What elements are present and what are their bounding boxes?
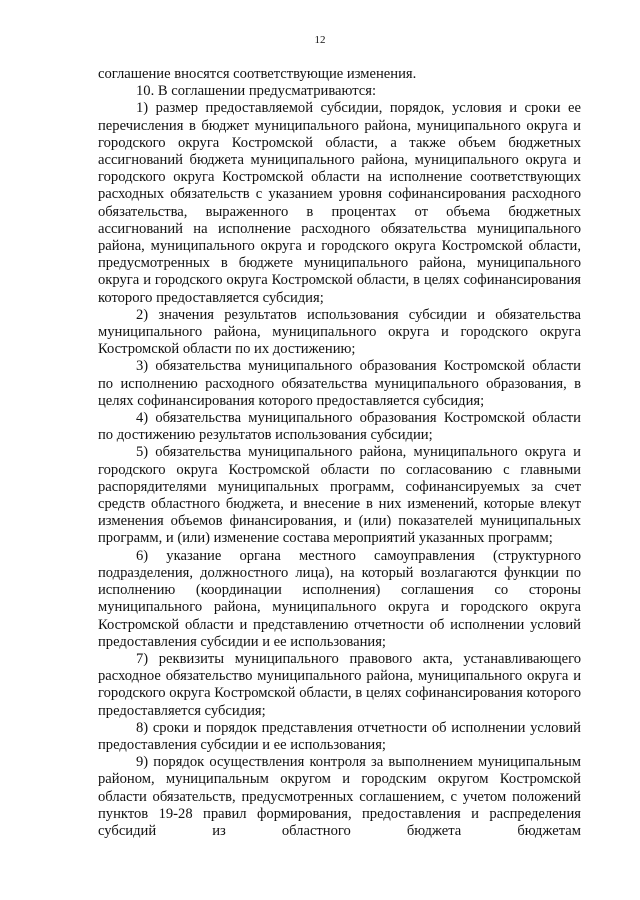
subclause-6: 6) указание органа местного самоуправления (структурного подразделения, должностного лица), на который возлагаются функции по исполнению (координации исполнения) соглашения со стороны муниципального района, муниципального округа и городского округа Костромской области и представлению отчетности об исполнении условий предоставления субсидии и ее использования; <box>98 547 581 650</box>
subclause-2: 2) значения результатов использования субсидии и обязательства муниципального района, муниципального округа и городского округа Костромской области по их достижению; <box>98 306 581 358</box>
subclause-8: 8) сроки и порядок представления отчетности об исполнении условий предоставления субсидии и ее использования; <box>98 719 581 753</box>
document-body <box>98 66 581 840</box>
subclause-3: 3) обязательства муниципального образования Костромской области по исполнению расходного обязательства муниципального образования, в целях софинансирования которого предоставляется субсидия; <box>98 358 581 409</box>
subclause-1: 1) размер предоставляемой субсидии, порядок, условия и сроки ее перечисления в бюджет муниципального района, муниципального округа и городского округа Костромской области, а также объем бюджетных ассигнований бюджета муниципального района, муниципального округа и городского округа Костромской области на исполнение соответствующих расходных обязательств с указанием уровня софинансирования расходного обязательства, выраженного в процентах от объема бюджетных ассигнований на исполнение расходного обязательства муниципального района, муниципального округа и городского округа Костромской области, предусмотренных в бюджете муниципального района, муниципального округа и городского округа Костромской области, в целях софинансирования которого предоставляется субсидия; <box>98 100 581 306</box>
clause-10-heading: 10. В соглашении предусматриваются: <box>136 83 377 100</box>
subclause-5: 5) обязательства муниципального района, муниципального округа и городского округа Костромской области по согласованию с главными распорядителями муниципальных программ, софинансируемых за счет средств областного бюджета, и внесение в них изменений, которые влекут изменения объемов финансирования, и (или) показателей муниципальных программ, и (или) изменение состава мероприятий указанных программ; <box>98 444 581 547</box>
page-number: 12 <box>314 34 326 46</box>
subclause-4: 4) обязательства муниципального образования Костромской области по достижению результатов использования субсидии; <box>98 410 581 444</box>
paragraph-continuation: соглашение вносятся соответствующие изменения. <box>98 66 417 82</box>
subclause-9: 9) порядок осуществления контроля за выполнением муниципальным районом, муниципальным округом и городским округом Костромской области обязательств, предусмотренных соглашением, с учетом положений пунктов 19-28 правил формирования, предоставления и распределения субсидий из областного бюджета бюджетам <box>98 754 581 839</box>
subclause-7: 7) реквизиты муниципального правового акта, устанавливающего расходное обязательство муниципального района, муниципального округа и городского округа Костромской области, в целях софинансирования которого предоставляется субсидия; <box>98 650 581 719</box>
